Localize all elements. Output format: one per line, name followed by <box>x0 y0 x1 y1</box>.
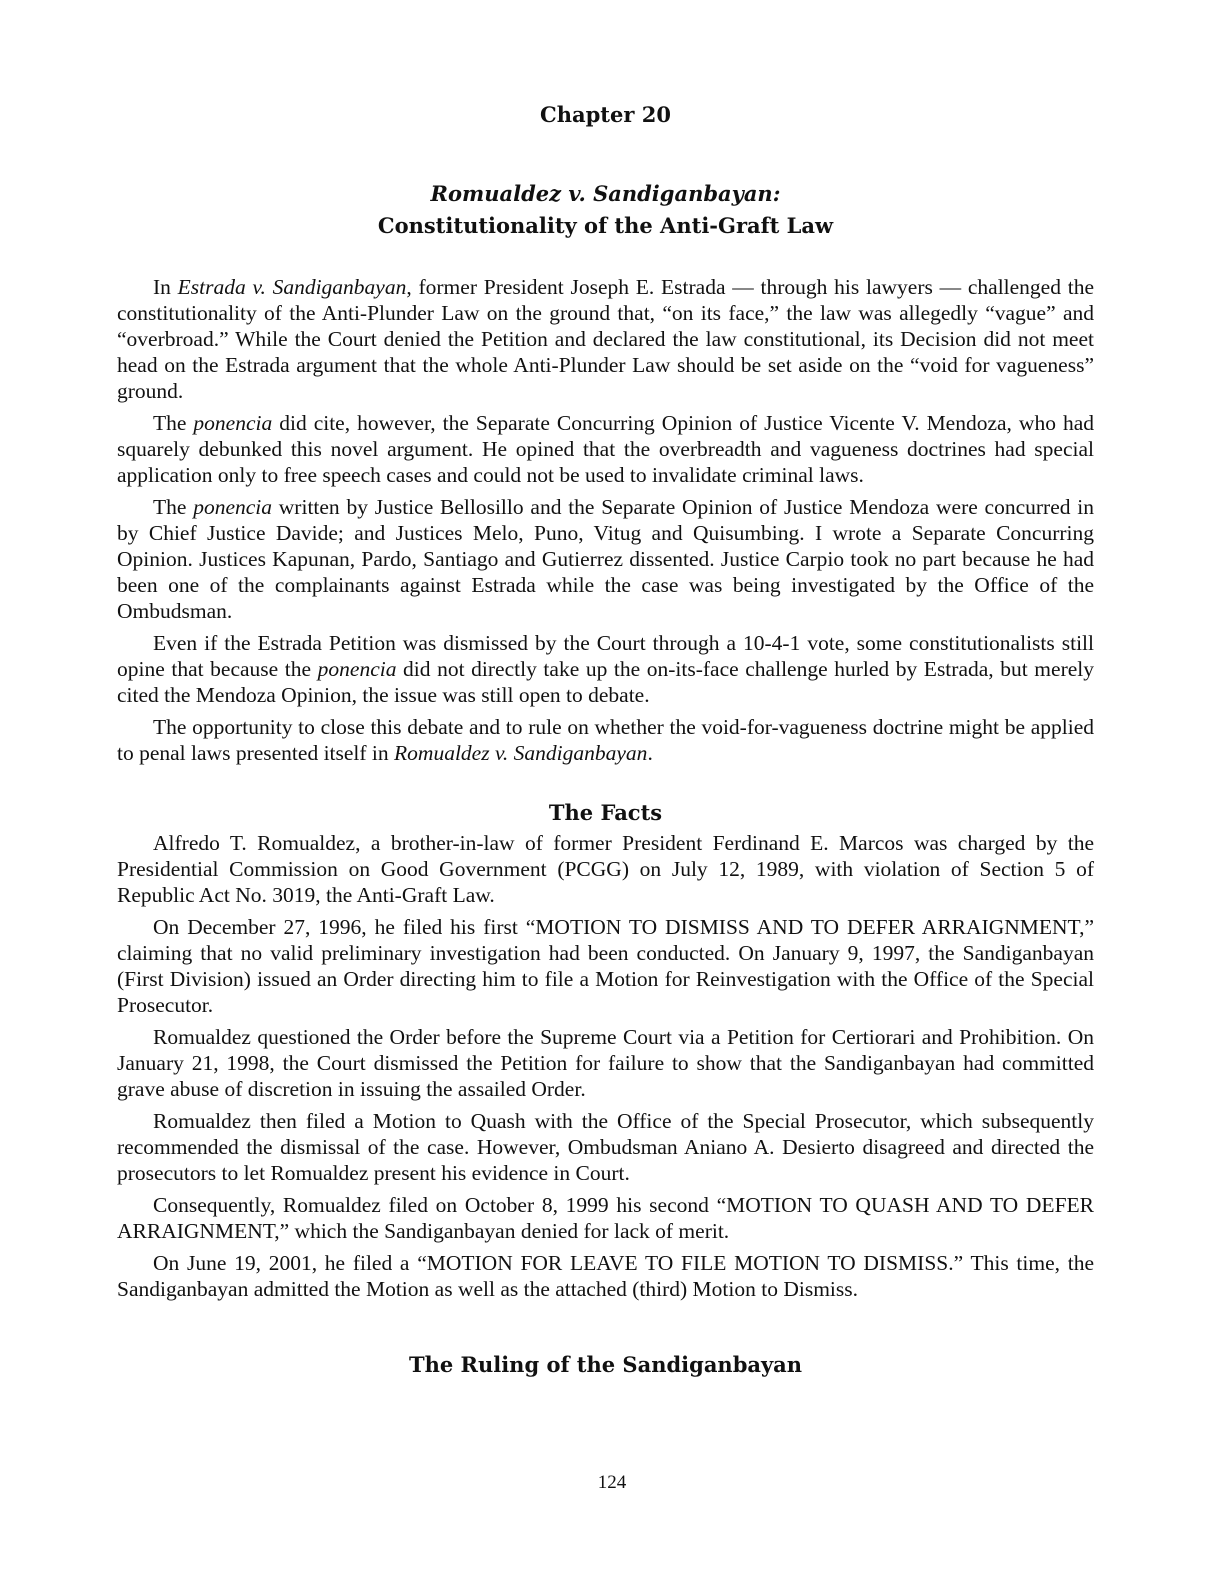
facts-paragraph: On December 27, 1996, he filed his first “MOTION TO DISMISS AND TO DEFER ARRAIGNMENT,” claiming that no valid preliminary investigation had been conducted. On January 9, 1997, the Sandiganbayan (First Division) issued an Order directing him to file a Motion for Reinvestigation with the Office of the Special Prosecutor. <box>117 915 1094 1017</box>
italic-term: ponencia <box>317 657 397 681</box>
facts-paragraph: Consequently, Romualdez filed on October 8, 1999 his second “MOTION TO QUASH AND TO DEFER ARRAIGNMENT,” which the Sandiganbayan denied for lack of merit. <box>117 1193 1094 1243</box>
text-span: written by Justice Bellosillo and the Separate Opinion of Justice Mendoza were concurred in by Chief Justice Davide; and Justices Melo, Puno, Vitug and Quisumbing. I wrote a Separate Concurring Opinion. Justices Kapunan, Pardo, Santiago and Gutierrez dissented. Justice Carpio took no part because he had been one of the complainants against Estrada while the case was being investigated by the Office of the Ombudsman. <box>117 495 1094 623</box>
case-citation: Estrada v. Sandiganbayan <box>177 275 407 299</box>
text-span: did cite, however, the Separate Concurring Opinion of Justice Vicente V. Mendoza, who had squarely debunked this novel argument. He opined that the overbreadth and vagueness doctrines had special application only to free speech cases and could not be used to invalidate criminal laws. <box>117 411 1094 487</box>
intro-paragraph-5 <box>117 714 1094 766</box>
text-span: The opportunity to close this debate and to rule on whether the void-for-vagueness doctrine might be applied to penal laws presented itself in <box>117 715 1094 765</box>
text-span: did not directly take up the on-its-face challenge hurled by Estrada, but merely cited the Mendoza Opinion, the issue was still open to debate. <box>117 657 1094 707</box>
facts-paragraph: Alfredo T. Romualdez, a brother-in-law of former President Ferdinand E. Marcos was charged by the Presidential Commission on Good Government (PCGG) on July 12, 1989, with violation of Section 5 of Republic Act No. 3019, the Anti-Graft Law. <box>117 831 1094 907</box>
chapter-title: Chapter 20 <box>540 102 671 127</box>
text-span: Even if the Estrada Petition was dismissed by the Court through a 10-4-1 vote, some constitutionalists still opine that because the <box>117 631 1094 681</box>
facts-paragraph: On June 19, 2001, he filed a “MOTION FOR LEAVE TO FILE MOTION TO DISMISS.” This time, the Sandiganbayan admitted the Motion as well as the attached (third) Motion to Dismiss. <box>117 1251 1094 1301</box>
intro-paragraph-1 <box>117 274 1094 404</box>
text-span: The <box>153 411 194 435</box>
document-page <box>117 100 1094 1382</box>
ruling-heading: The Ruling of the Sandiganbayan <box>408 1352 803 1377</box>
intro-paragraph-4 <box>117 630 1094 708</box>
text-span: In <box>153 275 178 299</box>
intro-section <box>117 274 1094 766</box>
text-span: , former President Joseph E. Estrada — through his lawyers — challenged the constitutionality of the Anti-Plunder Law on the ground that, “on its face,” the law was allegedly “vague” and “overbroad.” While the Court denied the Petition and declared the law constitutional, its Decision did not meet head on the Estrada argument that the whole Anti-Plunder Law should be set aside on the “void for vagueness” ground. <box>117 275 1094 403</box>
case-citation: Romualdez v. Sandiganbayan <box>394 741 648 765</box>
chapter-heading <box>117 178 1094 242</box>
intro-paragraph-2 <box>117 410 1094 488</box>
italic-term: ponencia <box>193 411 273 435</box>
facts-heading: The Facts <box>548 800 663 825</box>
facts-paragraph: Romualdez then filed a Motion to Quash with the Office of the Special Prosecutor, which subsequently recommended the dismissal of the case. However, Ombudsman Aniano A. Desierto disagreed and directed the prosecutors to let Romualdez present his evidence in Court. <box>117 1109 1094 1185</box>
case-title: Romualdez v. Sandiganbayan: <box>430 181 781 206</box>
text-span: The <box>153 495 194 519</box>
chapter-subtitle: Constitutionality of the Anti-Graft Law <box>377 213 834 238</box>
facts-section <box>117 830 1094 1302</box>
italic-term: ponencia <box>193 495 273 519</box>
page-number: 124 <box>597 1472 627 1493</box>
facts-paragraph: Romualdez questioned the Order before the Supreme Court via a Petition for Certiorari and Prohibition. On January 21, 1998, the Court dismissed the Petition for failure to show that the Sandiganbayan had committed grave abuse of discretion in issuing the assailed Order. <box>117 1025 1094 1101</box>
text-span: . <box>647 741 653 765</box>
intro-paragraph-3 <box>117 494 1094 624</box>
